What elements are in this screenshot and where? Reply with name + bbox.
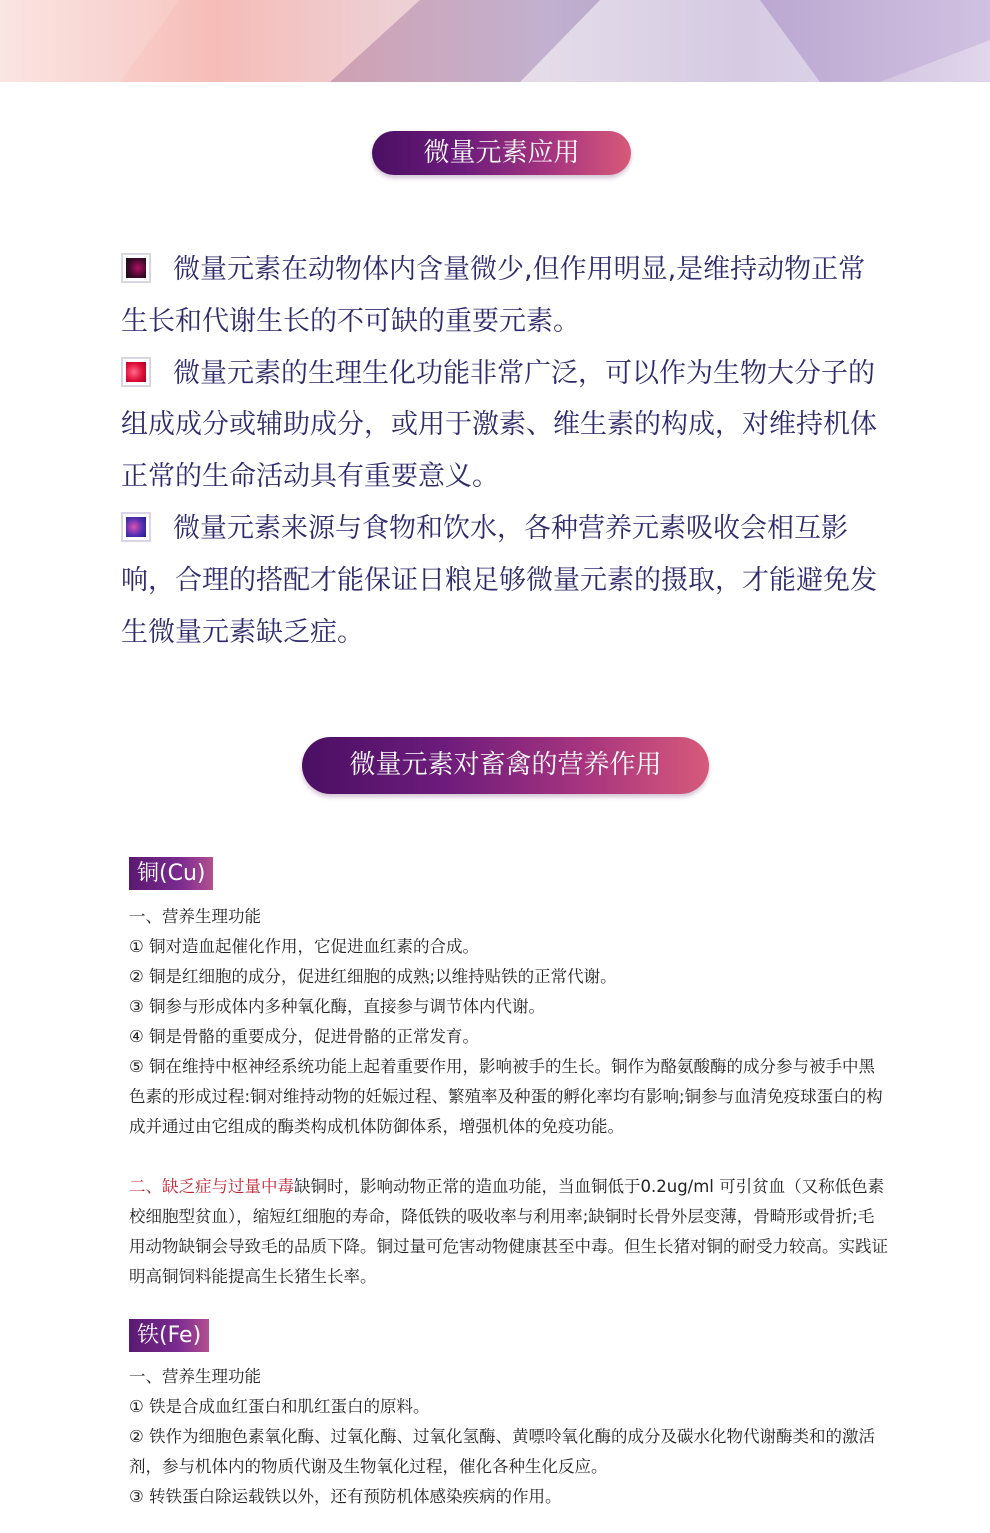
copper-item: ③ 铜参与形成体内多种氧化酶，直接参与调节体内代谢。 — [129, 997, 546, 1016]
copper-deficiency-section — [129, 1172, 889, 1292]
copper-tag: 铜(Cu) — [129, 857, 213, 890]
blue-square-icon — [121, 512, 151, 542]
copper-heading-deficiency: 二、缺乏症与过量中毒 — [129, 1177, 294, 1196]
iron-tag: 铁(Fe) — [129, 1319, 209, 1352]
copper-item: ④ 铜是骨骼的重要成分，促进骨骼的正常发育。 — [129, 1027, 480, 1046]
iron-item: ③ 转铁蛋白除运载铁以外，还有预防机体感染疾病的作用。 — [129, 1487, 562, 1506]
section-title-trace-elements-application: 微量元素应用 — [372, 131, 631, 175]
copper-section — [129, 902, 889, 1142]
iron-item: ① 铁是合成血红蛋白和肌红蛋白的原料。 — [129, 1397, 430, 1416]
copper-item: ② 铜是红细胞的成分，促进红细胞的成熟;以维持贴铁的正常代谢。 — [129, 967, 617, 986]
polygon-decoration — [0, 0, 990, 82]
copper-item: ① 铜对造血起催化作用，它促进血红素的合成。 — [129, 937, 480, 956]
iron-heading-physiology: 一、营养生理功能 — [129, 1367, 261, 1386]
iron-item: ② 铁作为细胞色素氧化酶、过氧化酶、过氧化氢酶、黄嘌呤氧化酶的成分及碳水化物代谢酶类和的激活剂，参与机体内的物质代谢及生物氧化过程，催化各种生化反应。 — [129, 1427, 876, 1476]
iron-section — [129, 1362, 889, 1512]
intro-text-block — [121, 244, 881, 658]
copper-heading-physiology: 一、营养生理功能 — [129, 907, 261, 926]
intro-paragraph: 微量元素来源与食物和饮水，各种营养元素吸收会相互影响，合理的搭配才能保证日粮足够微量元素的摄取，才能避免发生微量元素缺乏症。 — [121, 512, 877, 648]
copper-deficiency-paragraph: 二、缺乏症与过量中毒缺铜时，影响动物正常的造血功能，当血铜低于0.2ug/ml 可引贫血（又称低色素校细胞型贫血），缩短红细胞的寿命，降低铁的吸收率与利用率;缺铜时长骨外层变薄，骨畸形或骨折;毛用动物缺铜会导致毛的品质下降。铜过量可危害动物健康甚至中毒。但生长猪对铜的耐受力较高。实践证明高铜饲料能提高生长猪生长率。 — [129, 1177, 888, 1286]
copper-item: ⑤ 铜在维持中枢神经系统功能上起着重要作用，影响被手的生长。铜作为酪氨酸酶的成分参与被手中黑色素的形成过程:铜对维持动物的妊娠过程、繁殖率及种蛋的孵化率均有影响;铜参与血清免疫球蛋白的构成并通过由它组成的酶类构成机体防御体系，增强机体的免疫功能。 — [129, 1057, 883, 1136]
red-square-icon — [121, 357, 151, 387]
intro-paragraph: 微量元素的生理生化功能非常广泛，可以作为生物大分子的组成成分或辅助成分，或用于激素、维生素的构成，对维持机体正常的生命活动具有重要意义。 — [121, 357, 877, 493]
black-red-square-icon — [121, 253, 151, 283]
section-title-nutrition-role: 微量元素对畜禽的营养作用 — [302, 737, 709, 794]
intro-paragraph: 微量元素在动物体内含量微少,但作用明显,是维持动物正常生长和代谢生长的不可缺的重要元素。 — [121, 254, 866, 337]
header-banner — [0, 0, 990, 82]
